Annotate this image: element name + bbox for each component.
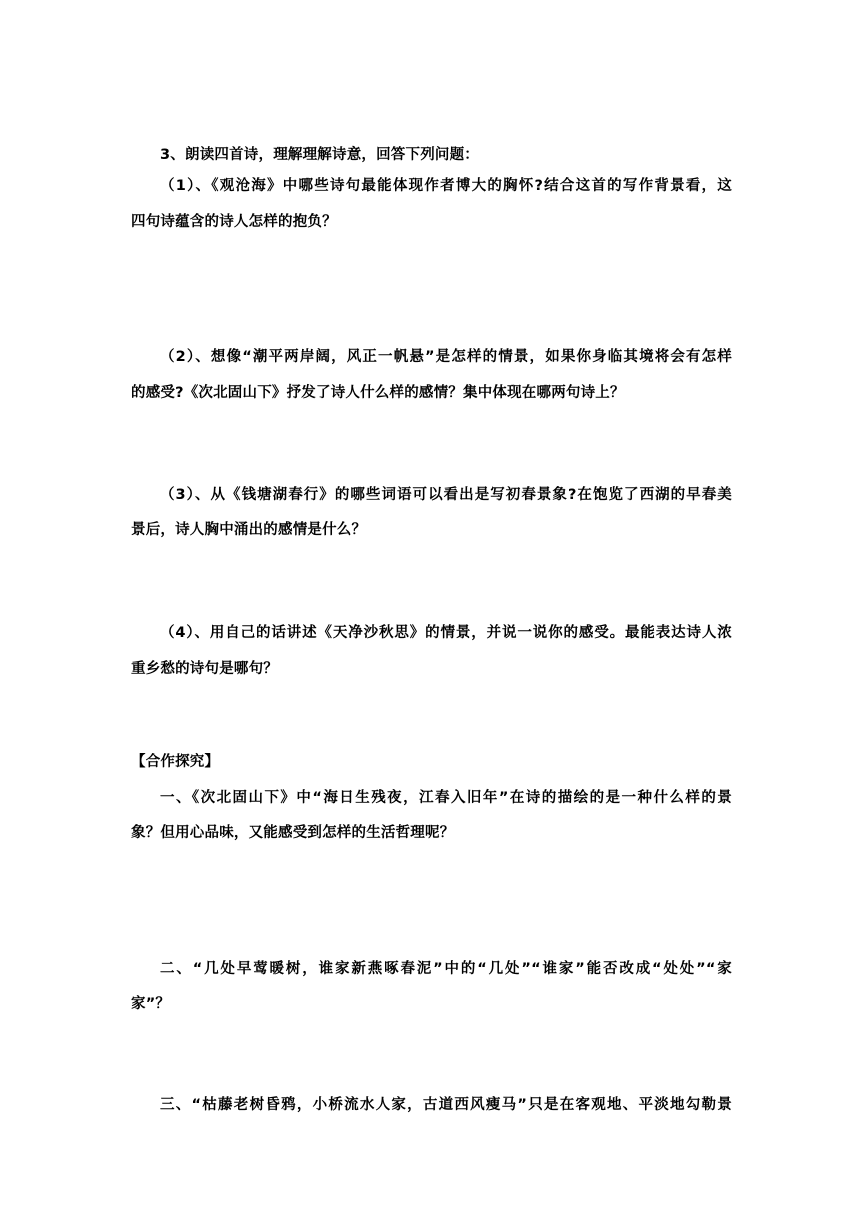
question-3-line-2: 景后，诗人胸中涌出的感情是什么？ xyxy=(131,522,367,538)
exploration-2-line-1: 二、“几处早莺暖树，谁家新燕啄春泥”中的“几处”“谁家”能否改成“处处”“家 xyxy=(160,961,732,977)
exploration-1-line-1: 一、《次北固山下》中“海日生残夜，江春入旧年”在诗的描绘的是一种什么样的景 xyxy=(160,790,732,806)
question-1-line-1: （1）、《观沧海》中哪些诗句最能体现作者博大的胸怀?结合这首的写作背景看，这 xyxy=(160,178,732,194)
question-3-line-1: （3）、从《钱塘湖春行》的哪些词语可以看出是写初春景象?在饱览了西湖的早春美 xyxy=(160,487,732,503)
question-3-intro: 3、朗读四首诗，理解理解诗意，回答下列问题： xyxy=(160,147,479,163)
exploration-3-line-1: 三、“枯藤老树昏鸦，小桥流水人家，古道西风瘦马”只是在客观地、平淡地勾勒景 xyxy=(160,1097,732,1113)
question-4-line-1: （4）、用自己的话讲述《天净沙秋思》的情景，并说一说你的感受。最能表达诗人浓 xyxy=(160,625,732,641)
question-1-line-2: 四句诗蕴含的诗人怎样的抱负？ xyxy=(131,214,337,230)
section-title: 【合作探究】 xyxy=(131,754,220,770)
question-2-line-1: （2）、想像“潮平两岸阔，风正一帆悬”是怎样的情景，如果你身临其境将会有怎样 xyxy=(160,349,732,365)
question-2-line-2: 的感受?《次北固山下》抒发了诗人什么样的感情？集中体现在哪两句诗上？ xyxy=(131,385,625,401)
exploration-2-line-2: 家”？ xyxy=(131,996,171,1012)
exploration-1-line-2: 象？但用心品味，又能感受到怎样的生活哲理呢？ xyxy=(131,825,455,841)
question-4-line-2: 重乡愁的诗句是哪句？ xyxy=(131,661,278,677)
